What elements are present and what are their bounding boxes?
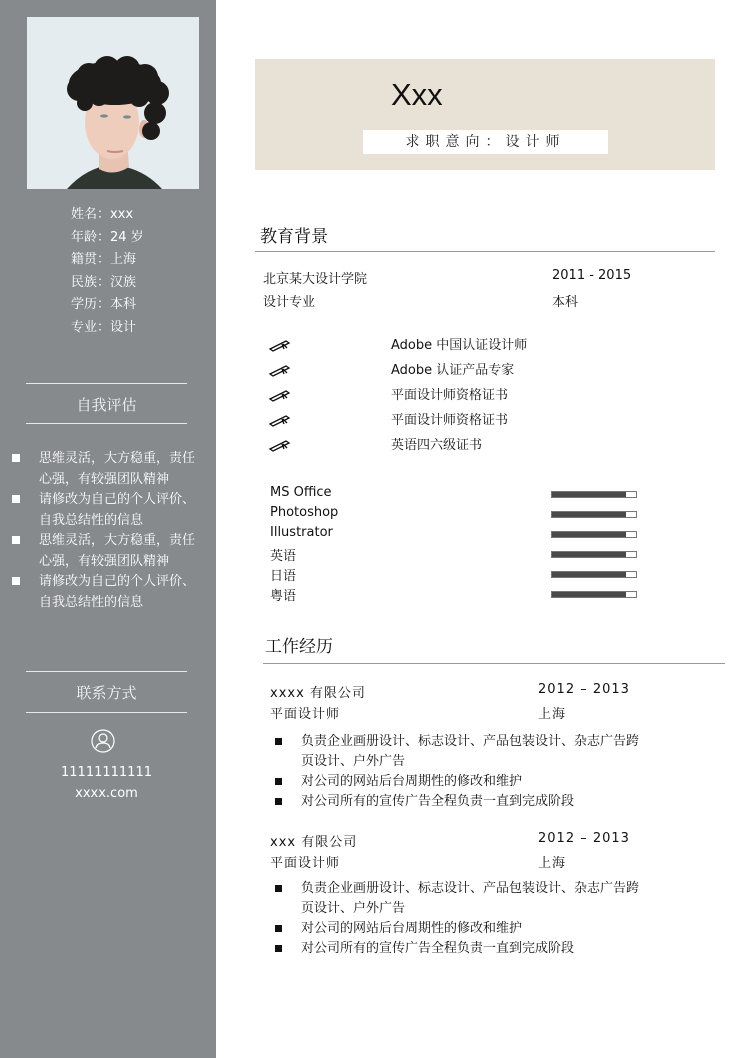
info-education: 学历：本科 [71, 297, 137, 313]
bullet-square-icon [12, 577, 20, 585]
certificate-item: Adobe 认证产品专家 [268, 359, 568, 381]
list-item: 请修改为自己的个人评价、自我总结性的信息 [12, 490, 202, 531]
diploma-scroll-icon [268, 363, 292, 377]
skill-level-bar [551, 511, 637, 518]
job-years: 2012 – 2013 [538, 682, 630, 697]
skill-item: 日语 [270, 565, 640, 585]
info-ethnicity: 民族：汉族 [71, 274, 137, 290]
certificate-item: 英语四六级证书 [268, 434, 568, 456]
skill-level-bar [551, 531, 637, 538]
skill-item: Photoshop [270, 505, 640, 525]
info-age: 年龄：24 岁 [71, 229, 144, 245]
job-company: xxx 有限公司 [270, 835, 358, 850]
job-duties [275, 732, 645, 812]
sidebar [0, 0, 216, 1058]
skill-level-bar [551, 591, 637, 598]
education-school: 北京某大设计学院 [263, 272, 368, 287]
certificate-item: Adobe 中国认证设计师 [268, 334, 568, 356]
info-major: 专业：设计 [71, 319, 137, 335]
info-name: 姓名：xxx [71, 207, 134, 222]
job-position: 平面设计师 [270, 856, 341, 871]
section-rule [255, 251, 715, 252]
bullet-square-icon [275, 925, 282, 932]
profile-photo [27, 17, 199, 189]
contact-phone: 11111111111 [61, 765, 152, 780]
divider [26, 383, 187, 384]
list-item: 对公司所有的宣传广告全程负责一直到完成阶段 [275, 939, 645, 959]
bullet-square-icon [275, 738, 282, 745]
list-item: 请修改为自己的个人评价、自我总结性的信息 [12, 572, 202, 613]
education-degree: 本科 [552, 295, 579, 310]
contact-email: xxxx.com [75, 786, 138, 801]
education-major: 设计专业 [263, 295, 316, 310]
section-rule [263, 663, 725, 664]
skill-item: Illustrator [270, 525, 640, 545]
list-item: 思维灵活，大方稳重，责任心强，有较强团队精神 [12, 531, 202, 572]
self-eval-title: 自我评估 [76, 396, 137, 414]
list-item: 负责企业画册设计、标志设计、产品包装设计、杂志广告跨页设计、户外广告 [275, 732, 645, 772]
bullet-square-icon [12, 454, 20, 462]
list-item: 思维灵活，大方稳重，责任心强，有较强团队精神 [12, 449, 202, 490]
bullet-square-icon [275, 885, 282, 892]
certificate-item: 平面设计师资格证书 [268, 409, 568, 431]
contact-title: 联系方式 [76, 684, 137, 702]
skill-item: 粤语 [270, 585, 640, 605]
diploma-scroll-icon [268, 413, 292, 427]
job-objective: 求职意向：设计师 [363, 130, 608, 154]
diploma-scroll-icon [268, 388, 292, 402]
job-duties [275, 879, 645, 959]
info-hometown: 籍贯：上海 [71, 252, 137, 268]
diploma-scroll-icon [268, 438, 292, 452]
bullet-square-icon [12, 495, 20, 503]
certificate-item: 平面设计师资格证书 [268, 384, 568, 406]
self-eval-list [12, 449, 202, 613]
candidate-name: Xxx [391, 77, 443, 112]
bullet-square-icon [275, 778, 282, 785]
divider [26, 423, 187, 424]
user-circle-icon [91, 729, 115, 753]
bullet-square-icon [275, 945, 282, 952]
job-years: 2012 – 2013 [538, 831, 630, 846]
skill-level-bar [551, 491, 637, 498]
job-location: 上海 [538, 856, 567, 871]
header-card [255, 59, 715, 170]
skill-item: 英语 [270, 545, 640, 565]
list-item: 对公司的网站后台周期性的修改和维护 [275, 772, 645, 792]
personal-info [71, 204, 144, 340]
list-item: 对公司的网站后台周期性的修改和维护 [275, 919, 645, 939]
education-title: 教育背景 [260, 227, 328, 247]
divider [26, 712, 187, 713]
bullet-square-icon [12, 536, 20, 544]
job-company: xxxx 有限公司 [270, 686, 366, 701]
skill-level-bar [551, 551, 637, 558]
skill-item: MS Office [270, 485, 640, 505]
education-years: 2011 - 2015 [552, 268, 632, 283]
bullet-square-icon [275, 798, 282, 805]
list-item: 对公司所有的宣传广告全程负责一直到完成阶段 [275, 792, 645, 812]
portrait-image [27, 17, 199, 189]
skill-level-bar [551, 571, 637, 578]
list-item: 负责企业画册设计、标志设计、产品包装设计、杂志广告跨页设计、户外广告 [275, 879, 645, 919]
diploma-scroll-icon [268, 338, 292, 352]
work-title: 工作经历 [265, 637, 333, 657]
divider [26, 671, 187, 672]
job-location: 上海 [538, 707, 567, 722]
job-position: 平面设计师 [270, 707, 341, 722]
